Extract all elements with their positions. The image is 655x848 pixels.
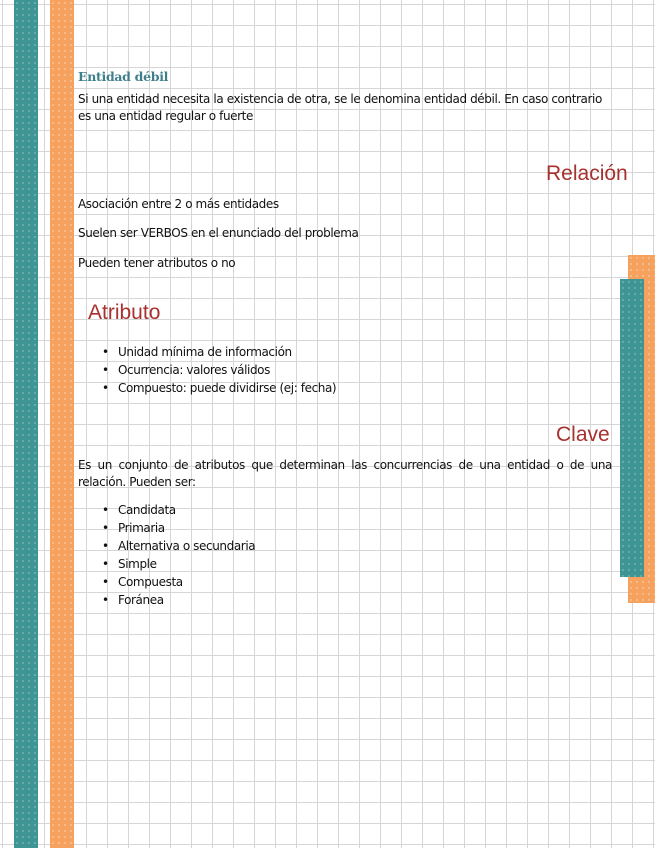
atributo-list (78, 343, 336, 397)
list-item: • Simple (78, 555, 255, 573)
list-item: • Unidad mínima de información (78, 343, 336, 361)
list-item: • Primaria (78, 519, 255, 537)
list-item: • Ocurrencia: valores válidos (78, 361, 336, 379)
list-item: • Candidata (78, 501, 255, 519)
relacion-paragraph-3: Pueden tener atributos o no (78, 256, 236, 270)
atributo-heading: Atributo (88, 301, 161, 324)
list-item: • Alternativa o secundaria (78, 537, 255, 555)
list-item: • Compuesto: puede dividirse (ej: fecha) (78, 379, 336, 397)
clave-text-line1: Es un conjunto de atributos que determinan las concurrencias de una entidad o de una (78, 458, 612, 472)
entidad-debil-text-line1: Si una entidad necesita la existencia de otra, se le denomina entidad débil. En caso contrario (78, 92, 602, 106)
clave-list (78, 501, 255, 609)
list-item: • Foránea (78, 591, 255, 609)
entidad-debil-text-line2: es una entidad regular o fuerte (78, 109, 253, 123)
clave-heading: Clave (556, 423, 610, 446)
relacion-paragraph-1: Asociación entre 2 o más entidades (78, 197, 279, 211)
left-orange-stripe (50, 0, 74, 848)
relacion-heading: Relación (546, 162, 628, 185)
clave-text-line2: relación. Pueden ser: (78, 475, 196, 489)
right-teal-stripe (620, 279, 644, 577)
left-teal-stripe (14, 0, 38, 848)
list-item: • Compuesta (78, 573, 255, 591)
entidad-debil-heading: Entidad débil (78, 69, 169, 84)
relacion-paragraph-2: Suelen ser VERBOS en el enunciado del problema (78, 226, 359, 240)
